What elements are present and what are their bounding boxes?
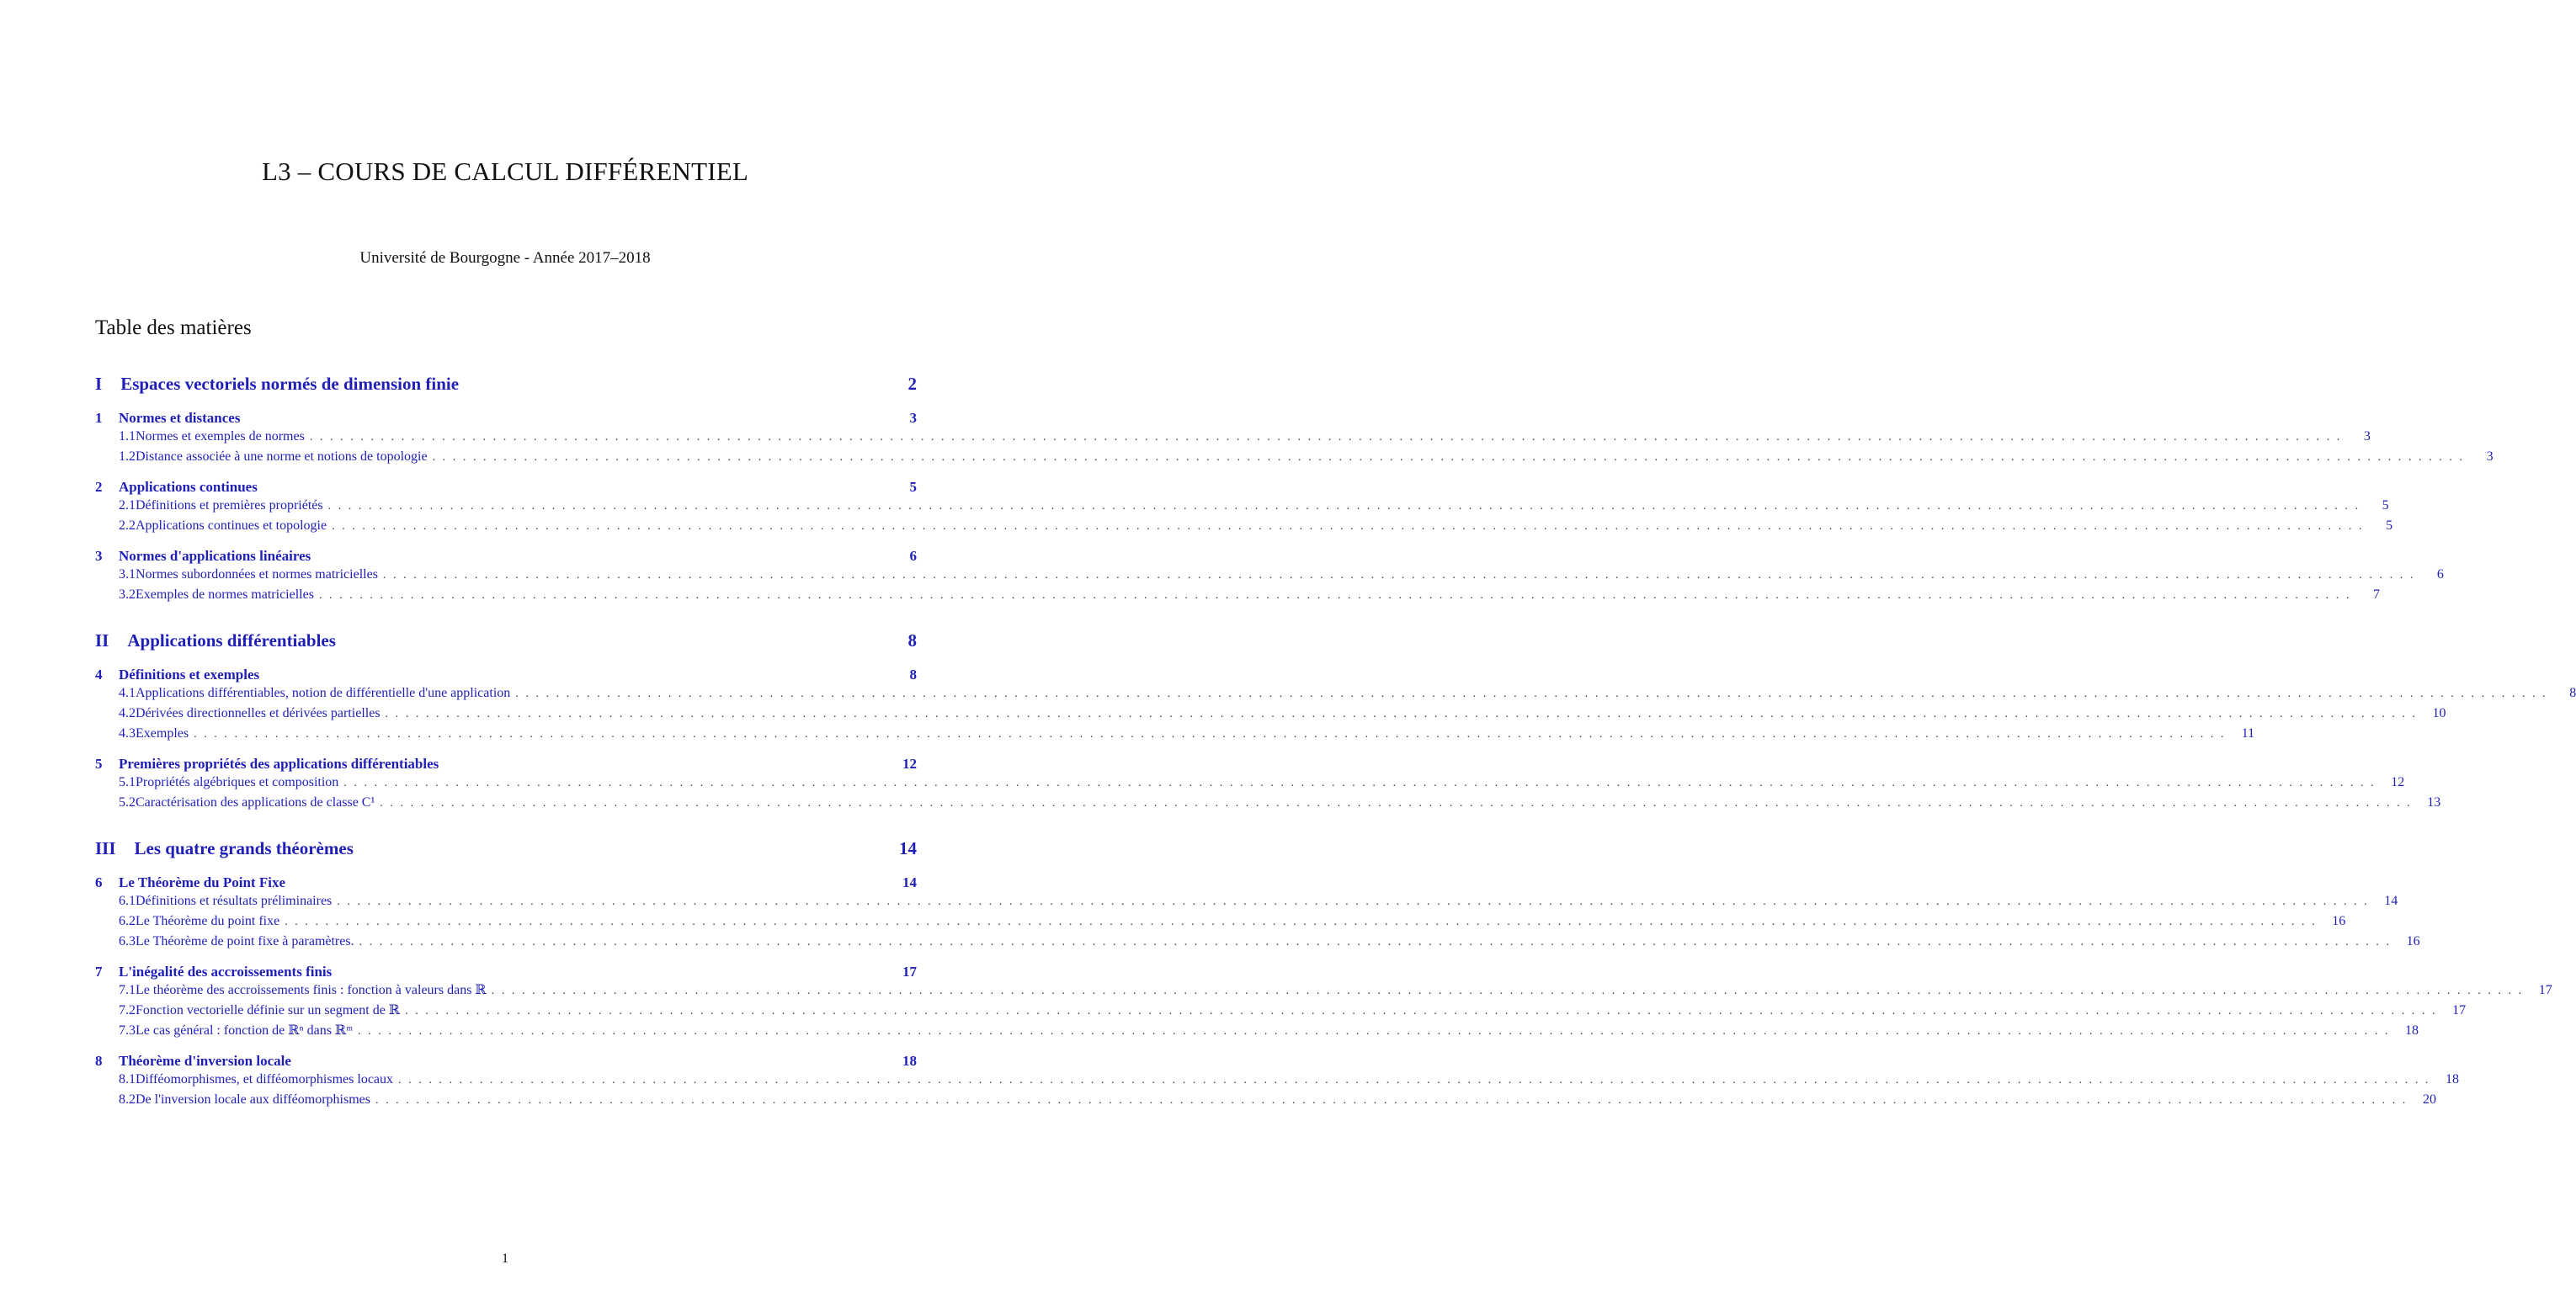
dot-leader: ........................................................................................................................................................................................................ [332,520,2370,533]
toc-subsection[interactable] [95,516,2393,536]
section-page: 18 [902,1053,917,1069]
section-page: 12 [902,756,917,772]
subsection-title: Propriétés algébriques et composition [136,775,339,789]
subsection-title: Caractérisation des applications de classe C¹ [136,795,375,810]
section-title: Normes d'applications linéaires [119,548,311,564]
part-number: II [95,630,109,651]
dot-leader: ........................................................................................................................................................................................................ [375,1094,2413,1107]
dot-leader: ........................................................................................................................................................................................................ [327,500,2366,513]
toc-subsection[interactable] [95,1090,2436,1110]
subsection-page: 16 [2406,934,2420,948]
document-title: L3 – COURS DE CALCUL DIFFÉRENTIEL [261,157,749,186]
subsection-page: 8 [2569,686,2576,700]
subsection-title: Le théorème des accroissements finis : fonction à valeurs dans ℝ [136,983,487,997]
section-page: 14 [902,874,917,890]
document-subtitle: Université de Bourgogne - Année 2017–2018 [359,249,651,267]
dot-leader: ........................................................................................................................................................................................................ [405,1005,2443,1017]
dot-leader: ........................................................................................................................................................................................................ [358,1025,2396,1038]
section-number: 7 [95,964,103,980]
toc-subsection[interactable] [95,1070,2460,1090]
subsection-page: 5 [2386,518,2393,533]
subsection-page: 10 [2432,706,2446,720]
part-number: III [95,838,116,858]
part-page: 14 [899,838,917,858]
section-title: Premières propriétés des applications différentiables [119,756,439,772]
toc-part[interactable] [95,838,917,859]
section-page: 8 [909,667,917,683]
toc-subsection[interactable] [95,1001,2467,1021]
section-title: Applications continues [119,479,258,495]
subsection-title: Difféomorphismes, et difféomorphismes locaux [136,1072,394,1087]
toc-subsection[interactable] [95,773,2405,793]
subsection-page: 16 [2332,914,2346,928]
toc-section[interactable] [95,548,917,565]
subsection-page: 11 [2241,726,2255,741]
toc-part[interactable] [95,374,917,395]
subsection-page: 3 [2363,429,2371,444]
subsection-number: 6.1 [119,894,136,908]
toc-subsection[interactable] [95,704,2446,724]
part-page: 2 [907,374,917,394]
toc-section[interactable] [95,756,917,773]
toc-subsection[interactable] [95,496,2389,516]
page-number: 1 [502,1251,508,1266]
subsection-number: 7.1 [119,983,136,997]
section-number: 4 [95,667,103,683]
section-number: 2 [95,479,103,495]
subsection-page: 5 [2382,498,2389,513]
toc-subsection[interactable] [95,980,2552,1001]
subsection-title: Applications continues et topologie [136,518,327,533]
toc-subsection[interactable] [95,932,2420,952]
subsection-title: Normes et exemples de normes [136,429,305,444]
subsection-page: 3 [2486,449,2494,464]
dot-leader: ........................................................................................................................................................................................................ [285,916,2323,928]
subsection-page: 12 [2391,775,2405,789]
dot-leader: ........................................................................................................................................................................................................ [194,728,2232,741]
toc-subsection[interactable] [95,1021,2419,1041]
subsection-title: Distance associée à une norme et notions de topologie [136,449,428,464]
section-number: 3 [95,548,103,564]
subsection-title: Le Théorème du point fixe [136,914,280,928]
subsection-title: Le cas général : fonction de ℝⁿ dans ℝᵐ [136,1023,354,1038]
section-page: 3 [909,410,917,426]
subsection-number: 7.2 [119,1003,136,1017]
subsection-number: 4.2 [119,706,136,720]
dot-leader: ........................................................................................................................................................................................................ [380,797,2418,810]
subsection-number: 1.2 [119,449,136,464]
toc-section[interactable] [95,410,917,427]
toc-subsection[interactable] [95,891,2398,911]
subsection-number: 1.1 [119,429,136,444]
subsection-number: 8.2 [119,1092,136,1107]
subsection-page: 14 [2384,894,2398,908]
subsection-number: 2.2 [119,518,136,533]
section-page: 5 [909,479,917,495]
subsection-title: Exemples [136,726,189,741]
subsection-page: 6 [2436,567,2444,582]
section-number: 6 [95,874,103,890]
toc-section[interactable] [95,964,917,980]
subsection-page: 7 [2372,587,2380,602]
dot-leader: ........................................................................................................................................................................................................ [432,451,2470,464]
part-title: Les quatre grands théorèmes [134,838,354,858]
subsection-number: 2.1 [119,498,136,513]
subsection-title: Normes subordonnées et normes matricielles [136,567,378,582]
section-title: Normes et distances [119,410,241,426]
toc-subsection[interactable] [95,724,2255,744]
subsection-number: 5.1 [119,775,136,789]
toc-subsection[interactable] [95,793,2441,813]
toc-subsection[interactable] [95,911,2346,932]
toc-subsection[interactable] [95,427,2371,447]
dot-leader: ........................................................................................................................................................................................................ [318,589,2356,602]
dot-leader: ........................................................................................................................................................................................................ [359,936,2397,948]
subsection-number: 3.2 [119,587,136,602]
subsection-title: Dérivées directionnelles et dérivées partielles [136,706,381,720]
dot-leader: ........................................................................................................................................................................................................ [398,1074,2436,1087]
dot-leader: ........................................................................................................................................................................................................ [491,985,2529,997]
section-number: 8 [95,1053,103,1069]
subsection-number: 7.3 [119,1023,136,1038]
toc-section[interactable] [95,1053,917,1070]
subsection-number: 5.2 [119,795,136,810]
toc-subsection[interactable] [95,585,2380,605]
subsection-title: Le Théorème de point fixe à paramètres. [136,934,354,948]
subsection-page: 18 [2405,1023,2419,1038]
dot-leader: ........................................................................................................................................................................................................ [337,895,2375,908]
subsection-page: 17 [2538,983,2552,997]
subsection-title: Exemples de normes matricielles [136,587,314,602]
subsection-title: Définitions et premières propriétés [136,498,323,513]
section-title: Définitions et exemples [119,667,260,683]
section-page: 6 [909,548,917,564]
part-page: 8 [907,630,917,651]
subsection-title: Fonction vectorielle définie sur un segment de ℝ [136,1003,401,1017]
toc-section[interactable] [95,479,917,496]
subsection-title: Définitions et résultats préliminaires [136,894,333,908]
section-title: L'inégalité des accroissements finis [119,964,333,980]
subsection-number: 4.3 [119,726,136,741]
subsection-page: 20 [2422,1092,2436,1107]
part-title: Espaces vectoriels normés de dimension finie [120,374,460,394]
subsection-number: 8.1 [119,1072,136,1087]
dot-leader: ........................................................................................................................................................................................................ [515,688,2553,700]
toc-subsection[interactable] [95,683,2576,704]
part-number: I [95,374,103,394]
section-title: Le Théorème du Point Fixe [119,874,285,890]
dot-leader: ........................................................................................................................................................................................................ [385,708,2423,720]
section-number: 1 [95,410,103,426]
toc-subsection[interactable] [95,447,2494,467]
subsection-page: 18 [2446,1072,2460,1087]
section-title: Théorème d'inversion locale [119,1053,291,1069]
subsection-title: Applications différentiables, notion de différentielle d'une application [136,686,511,700]
section-number: 5 [95,756,103,772]
part-title: Applications différentiables [127,630,336,651]
toc-section[interactable] [95,667,917,683]
subsection-number: 6.3 [119,934,136,948]
toc-subsection[interactable] [95,565,2444,585]
toc-part[interactable] [95,630,917,651]
subsection-number: 3.1 [119,567,136,582]
table-of-contents [95,374,2576,1118]
subsection-number: 4.1 [119,686,136,700]
subsection-page: 17 [2452,1003,2467,1017]
subsection-title: De l'inversion locale aux difféomorphismes [136,1092,370,1107]
dot-leader: ........................................................................................................................................................................................................ [382,569,2420,582]
subsection-page: 13 [2427,795,2441,810]
dot-leader: ........................................................................................................................................................................................................ [309,431,2347,444]
toc-section[interactable] [95,874,917,891]
section-page: 17 [902,964,917,980]
toc-heading: Table des matières [95,316,252,339]
dot-leader: ........................................................................................................................................................................................................ [343,777,2382,789]
subsection-number: 6.2 [119,914,136,928]
